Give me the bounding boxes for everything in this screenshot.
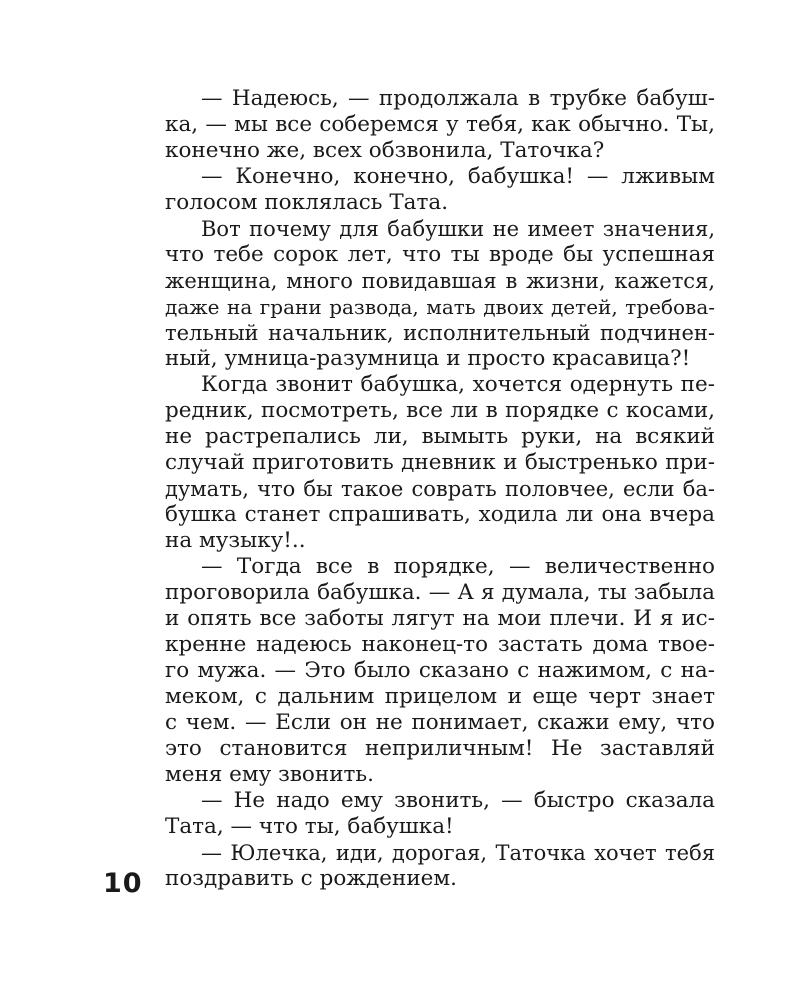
text-line: — Не надо ему звонить, — быстро сказала bbox=[201, 788, 715, 813]
text-line: меня ему звонить. bbox=[165, 762, 374, 787]
text-line: не растрепались ли, вымыть руки, на всякий bbox=[165, 424, 715, 449]
text-line: ный, умница-разумница и просто красавица?! bbox=[165, 346, 691, 371]
text-line: редник, посмотреть, все ли в порядке с косами, bbox=[165, 398, 715, 423]
text-line: и опять все заботы лягут на мои плечи. И я ис- bbox=[165, 606, 715, 631]
text-line: думать, что бы такое соврать половчее, если ба- bbox=[165, 477, 715, 501]
text-line: — Надеюсь, — продолжала в трубке бабуш- bbox=[201, 86, 715, 111]
text-line: Тата, — что ты, бабушка! bbox=[165, 814, 454, 839]
text-line: что тебе сорок лет, что ты вроде бы успешная bbox=[165, 242, 715, 267]
text-line: — Тогда все в порядке, — величественно bbox=[201, 554, 715, 579]
text-line: меком, с дальним прицелом и еще черт знает bbox=[165, 684, 715, 709]
text-line: тельный начальник, исполнительный подчинен- bbox=[165, 321, 715, 345]
text-line: женщина, много повидавшая в жизни, кажется, bbox=[165, 269, 715, 293]
text-line: даже на грани развода, мать двоих детей, требова- bbox=[165, 295, 715, 319]
text-line: — Конечно, конечно, бабушка! — лживым bbox=[201, 164, 715, 189]
text-line: случай приготовить дневник и быстренько при- bbox=[165, 450, 715, 475]
page-number: 10 bbox=[103, 868, 143, 899]
text-line: с чем. — Если он не понимает, скажи ему, что bbox=[165, 710, 715, 735]
text-line: ка, — мы все соберемся у тебя, как обычно. Ты, bbox=[165, 112, 715, 137]
text-line: — Юлечка, иди, дорогая, Таточка хочет тебя bbox=[201, 841, 715, 865]
text-line: кренне надеюсь наконец-то застать дома твое- bbox=[165, 632, 715, 657]
text-line: голосом поклялась Тата. bbox=[165, 190, 449, 215]
body-text bbox=[165, 86, 715, 892]
text-line: проговорила бабушка. — А я думала, ты забыла bbox=[165, 580, 715, 605]
text-line: Когда звонит бабушка, хочется одернуть пе- bbox=[201, 372, 715, 397]
text-line: это становится неприличным! Не заставляй bbox=[165, 736, 715, 761]
text-line: Вот почему для бабушки не имеет значения, bbox=[201, 217, 715, 241]
text-line: бушка станет спрашивать, ходила ли она вчера bbox=[165, 502, 715, 527]
text-line: конечно же, всех обзвонила, Таточка? bbox=[165, 138, 605, 163]
text-line: го мужа. — Это было сказано с нажимом, с на- bbox=[165, 658, 715, 683]
text-line: поздравить с рождением. bbox=[165, 866, 457, 891]
text-line: на музыку!.. bbox=[165, 528, 306, 553]
